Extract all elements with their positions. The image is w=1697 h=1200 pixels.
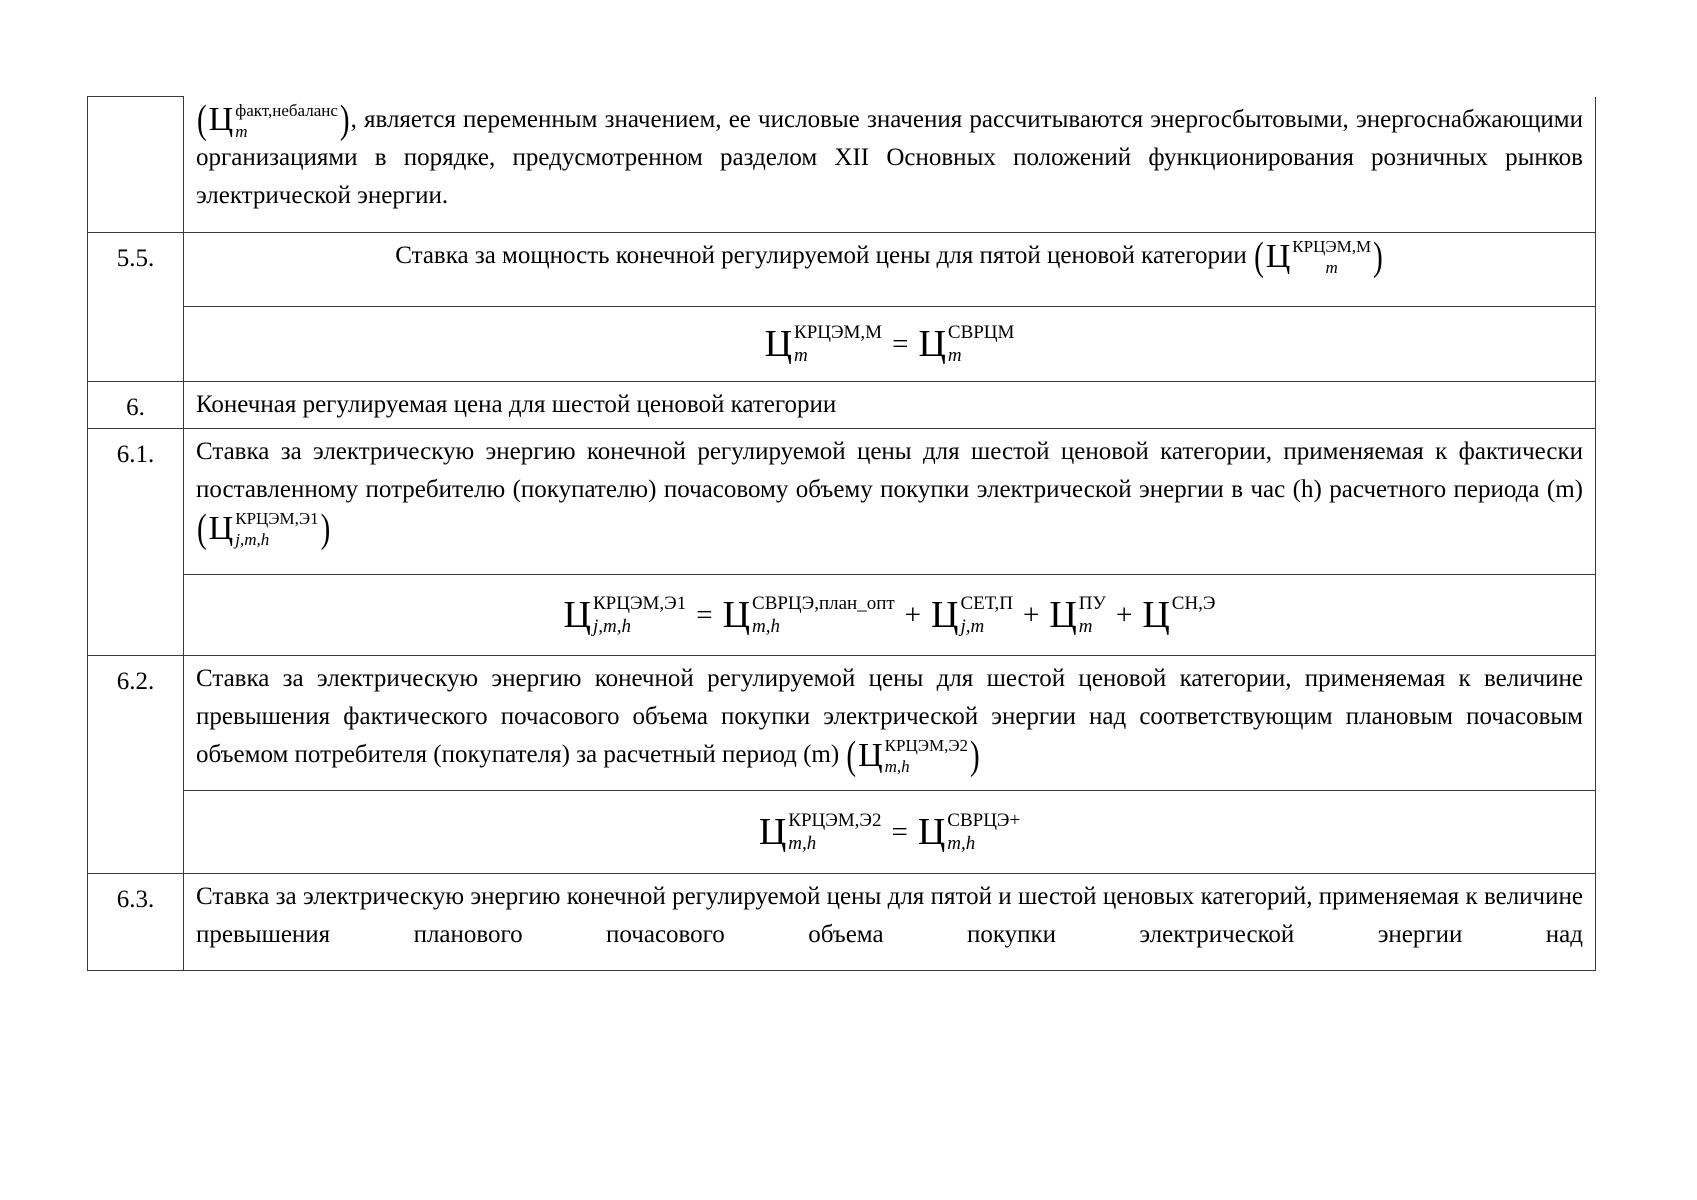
close-paren: )	[339, 97, 350, 143]
formula-subscript: m	[1325, 258, 1338, 278]
formula-base-symbol: Ц	[208, 509, 234, 547]
formula-base-symbol: Ц	[1142, 593, 1170, 636]
row-6-1-description-cell	[184, 429, 1596, 575]
formula-superscript: СВРЦЭ,план_опт	[752, 593, 895, 614]
formula-subscript: m	[235, 121, 248, 141]
row-6-2-formula-cell	[184, 791, 1596, 874]
formula-subscript	[1172, 617, 1216, 636]
formula-subscript: m	[794, 345, 808, 366]
table-row-6-2-formula	[88, 791, 1596, 874]
formula-base-symbol: Ц	[758, 810, 787, 853]
open-paren: (	[1254, 234, 1264, 279]
formula-superscript: КРЦЭМ,Э1	[593, 593, 687, 614]
table-row-6	[88, 382, 1596, 429]
close-paren: )	[1373, 234, 1383, 279]
formula-superscript: КРЦЭМ,Э2	[884, 736, 969, 756]
formula-scripts	[752, 593, 895, 637]
formula-scripts	[947, 322, 1015, 366]
formula-scripts	[884, 736, 969, 777]
formula-term	[1049, 593, 1106, 637]
formula-term	[208, 509, 319, 550]
open-paren: (	[197, 97, 207, 143]
formula-scripts	[947, 810, 1021, 854]
equation-krcem-e2	[196, 810, 1583, 854]
formula-operator: +	[904, 598, 922, 631]
formula-scripts	[1292, 237, 1372, 278]
formula-superscript: КРЦЭМ,М	[794, 322, 883, 343]
formula-base-symbol: Ц	[858, 736, 883, 774]
formula-subscript: j,m,h	[593, 616, 631, 637]
formula-scripts	[960, 593, 1013, 637]
formula-superscript: КРЦЭМ,М	[1292, 237, 1372, 257]
row-5-5-description-cell	[184, 233, 1596, 307]
formula-base-symbol: Ц	[1049, 593, 1077, 636]
formula-base-symbol: Ц	[563, 593, 591, 636]
formula-subscript: m,h	[788, 833, 817, 854]
formula-subscript: j,m,h	[235, 530, 270, 550]
inline-formula-krcem-e1	[196, 506, 331, 551]
table-row-6-3	[88, 874, 1596, 971]
equation-krcem-e1	[196, 593, 1583, 637]
formula-term	[931, 593, 1013, 637]
formula-subscript: m,h	[884, 757, 910, 777]
formula-term	[918, 322, 1015, 366]
formula-base-symbol: Ц	[918, 322, 946, 365]
formula-scripts	[235, 100, 338, 141]
inline-formula-krcem-m	[1253, 234, 1384, 279]
formula-superscript: ПУ	[1078, 593, 1106, 614]
table-row-6-1	[88, 429, 1596, 575]
formula-operator: =	[891, 815, 908, 848]
formula-subscript: m,h	[947, 833, 976, 854]
row-number-5-5: 5.5.	[88, 233, 184, 382]
formula-term	[722, 593, 895, 637]
formula-scripts	[593, 593, 687, 637]
table-row-5-5	[88, 233, 1596, 307]
table-row-5-5-formula	[88, 307, 1596, 382]
row-6-1-text: Ставка за электрическую энергию конечной регулируемой цены для шестой ценовой категории, применяемая к фактически поставленному потребителю (покупателю) почасовому объему покупки электрической энергии в час (h) расчетного периода (m)	[196, 438, 1583, 503]
formula-term	[208, 100, 338, 141]
row-6-3-description-cell	[184, 874, 1596, 971]
formula-term	[1142, 593, 1216, 636]
open-paren: (	[197, 506, 207, 551]
table-row-6-2	[88, 656, 1596, 791]
formula-scripts	[235, 509, 319, 550]
formula-superscript: СН,Э	[1171, 593, 1216, 614]
formula-term	[858, 736, 969, 777]
row-6-2-text: Ставка за электрическую энергию конечной регулируемой цены для шестой ценовой категории, применяемая к величине превышения фактического почасового объема покупки электрической энергии над соответствующим плановым почасовым объемом потребителя (покупателя) за расчетный период (m)	[196, 665, 1583, 768]
row-number-cell-empty	[88, 97, 184, 233]
formula-superscript: СЕТ,П	[960, 593, 1013, 614]
close-paren: )	[320, 506, 331, 551]
row-6-1-formula-cell	[184, 575, 1596, 656]
formula-term	[1265, 237, 1372, 278]
formula-superscript: СВРЦЭ+	[947, 810, 1021, 831]
formula-base-symbol: Ц	[764, 322, 793, 365]
inline-formula-fact-nebalans	[196, 97, 351, 143]
formula-term	[917, 810, 1021, 854]
row-6-title-cell	[184, 382, 1596, 429]
pricing-table	[87, 96, 1596, 971]
row-number-6-3: 6.3.	[88, 874, 184, 971]
formula-term	[758, 810, 882, 854]
formula-subscript: m	[1078, 616, 1093, 637]
formula-scripts	[1078, 593, 1106, 637]
close-paren: )	[970, 733, 980, 778]
formula-subscript: m	[947, 345, 962, 366]
row-6-text: Конечная регулируемая цена для шестой ценовой категории	[196, 391, 837, 418]
row-number-6-2: 6.2.	[88, 656, 184, 874]
row-6-3-text: Ставка за электрическую энергию конечной регулируемой цены для пятой и шестой ценовых категорий, применяемая к величине превышения планового почасового объема покупки электрической энергии над	[196, 883, 1583, 948]
formula-term	[764, 322, 883, 366]
open-paren: (	[846, 733, 857, 778]
formula-term	[563, 593, 687, 637]
formula-superscript: факт,небаланс	[235, 100, 338, 120]
formula-operator: =	[892, 327, 909, 360]
inline-formula-krcem-e2	[845, 733, 980, 778]
formula-superscript: КРЦЭМ,Э1	[235, 509, 319, 529]
formula-base-symbol: Ц	[722, 593, 751, 636]
formula-base-symbol: Ц	[208, 101, 234, 139]
formula-operator: =	[696, 598, 713, 631]
formula-scripts	[1171, 593, 1216, 634]
formula-scripts	[788, 810, 882, 854]
formula-subscript: m,h	[752, 616, 780, 637]
continuation-text-cell	[184, 97, 1596, 233]
row-number-6: 6.	[88, 382, 184, 429]
formula-superscript: КРЦЭМ,Э2	[788, 810, 882, 831]
formula-scripts	[794, 322, 883, 366]
continuation-text: , является переменным значением, ее числовые значения рассчитываются энергосбытовыми, энергоснабжающими организациями в порядке, предусмотренном разделом XII Основных положений функционирования розничных рынков электрической энергии.	[196, 105, 1583, 209]
formula-operator: +	[1022, 598, 1040, 631]
formula-base-symbol: Ц	[917, 810, 946, 853]
row-5-5-text: Ставка за мощность конечной регулируемой цены для пятой ценовой категории	[395, 242, 1247, 269]
row-5-5-formula-cell	[184, 307, 1596, 382]
formula-base-symbol: Ц	[1265, 237, 1291, 275]
table-row-6-1-formula	[88, 575, 1596, 656]
formula-superscript: СВРЦМ	[947, 322, 1015, 343]
row-number-6-1: 6.1.	[88, 429, 184, 656]
equation-krcem-m	[196, 322, 1583, 366]
formula-subscript: j,m	[960, 616, 985, 637]
row-6-2-description-cell	[184, 656, 1596, 791]
formula-operator: +	[1115, 598, 1133, 631]
table-row-continuation	[88, 97, 1596, 233]
formula-base-symbol: Ц	[931, 593, 959, 636]
